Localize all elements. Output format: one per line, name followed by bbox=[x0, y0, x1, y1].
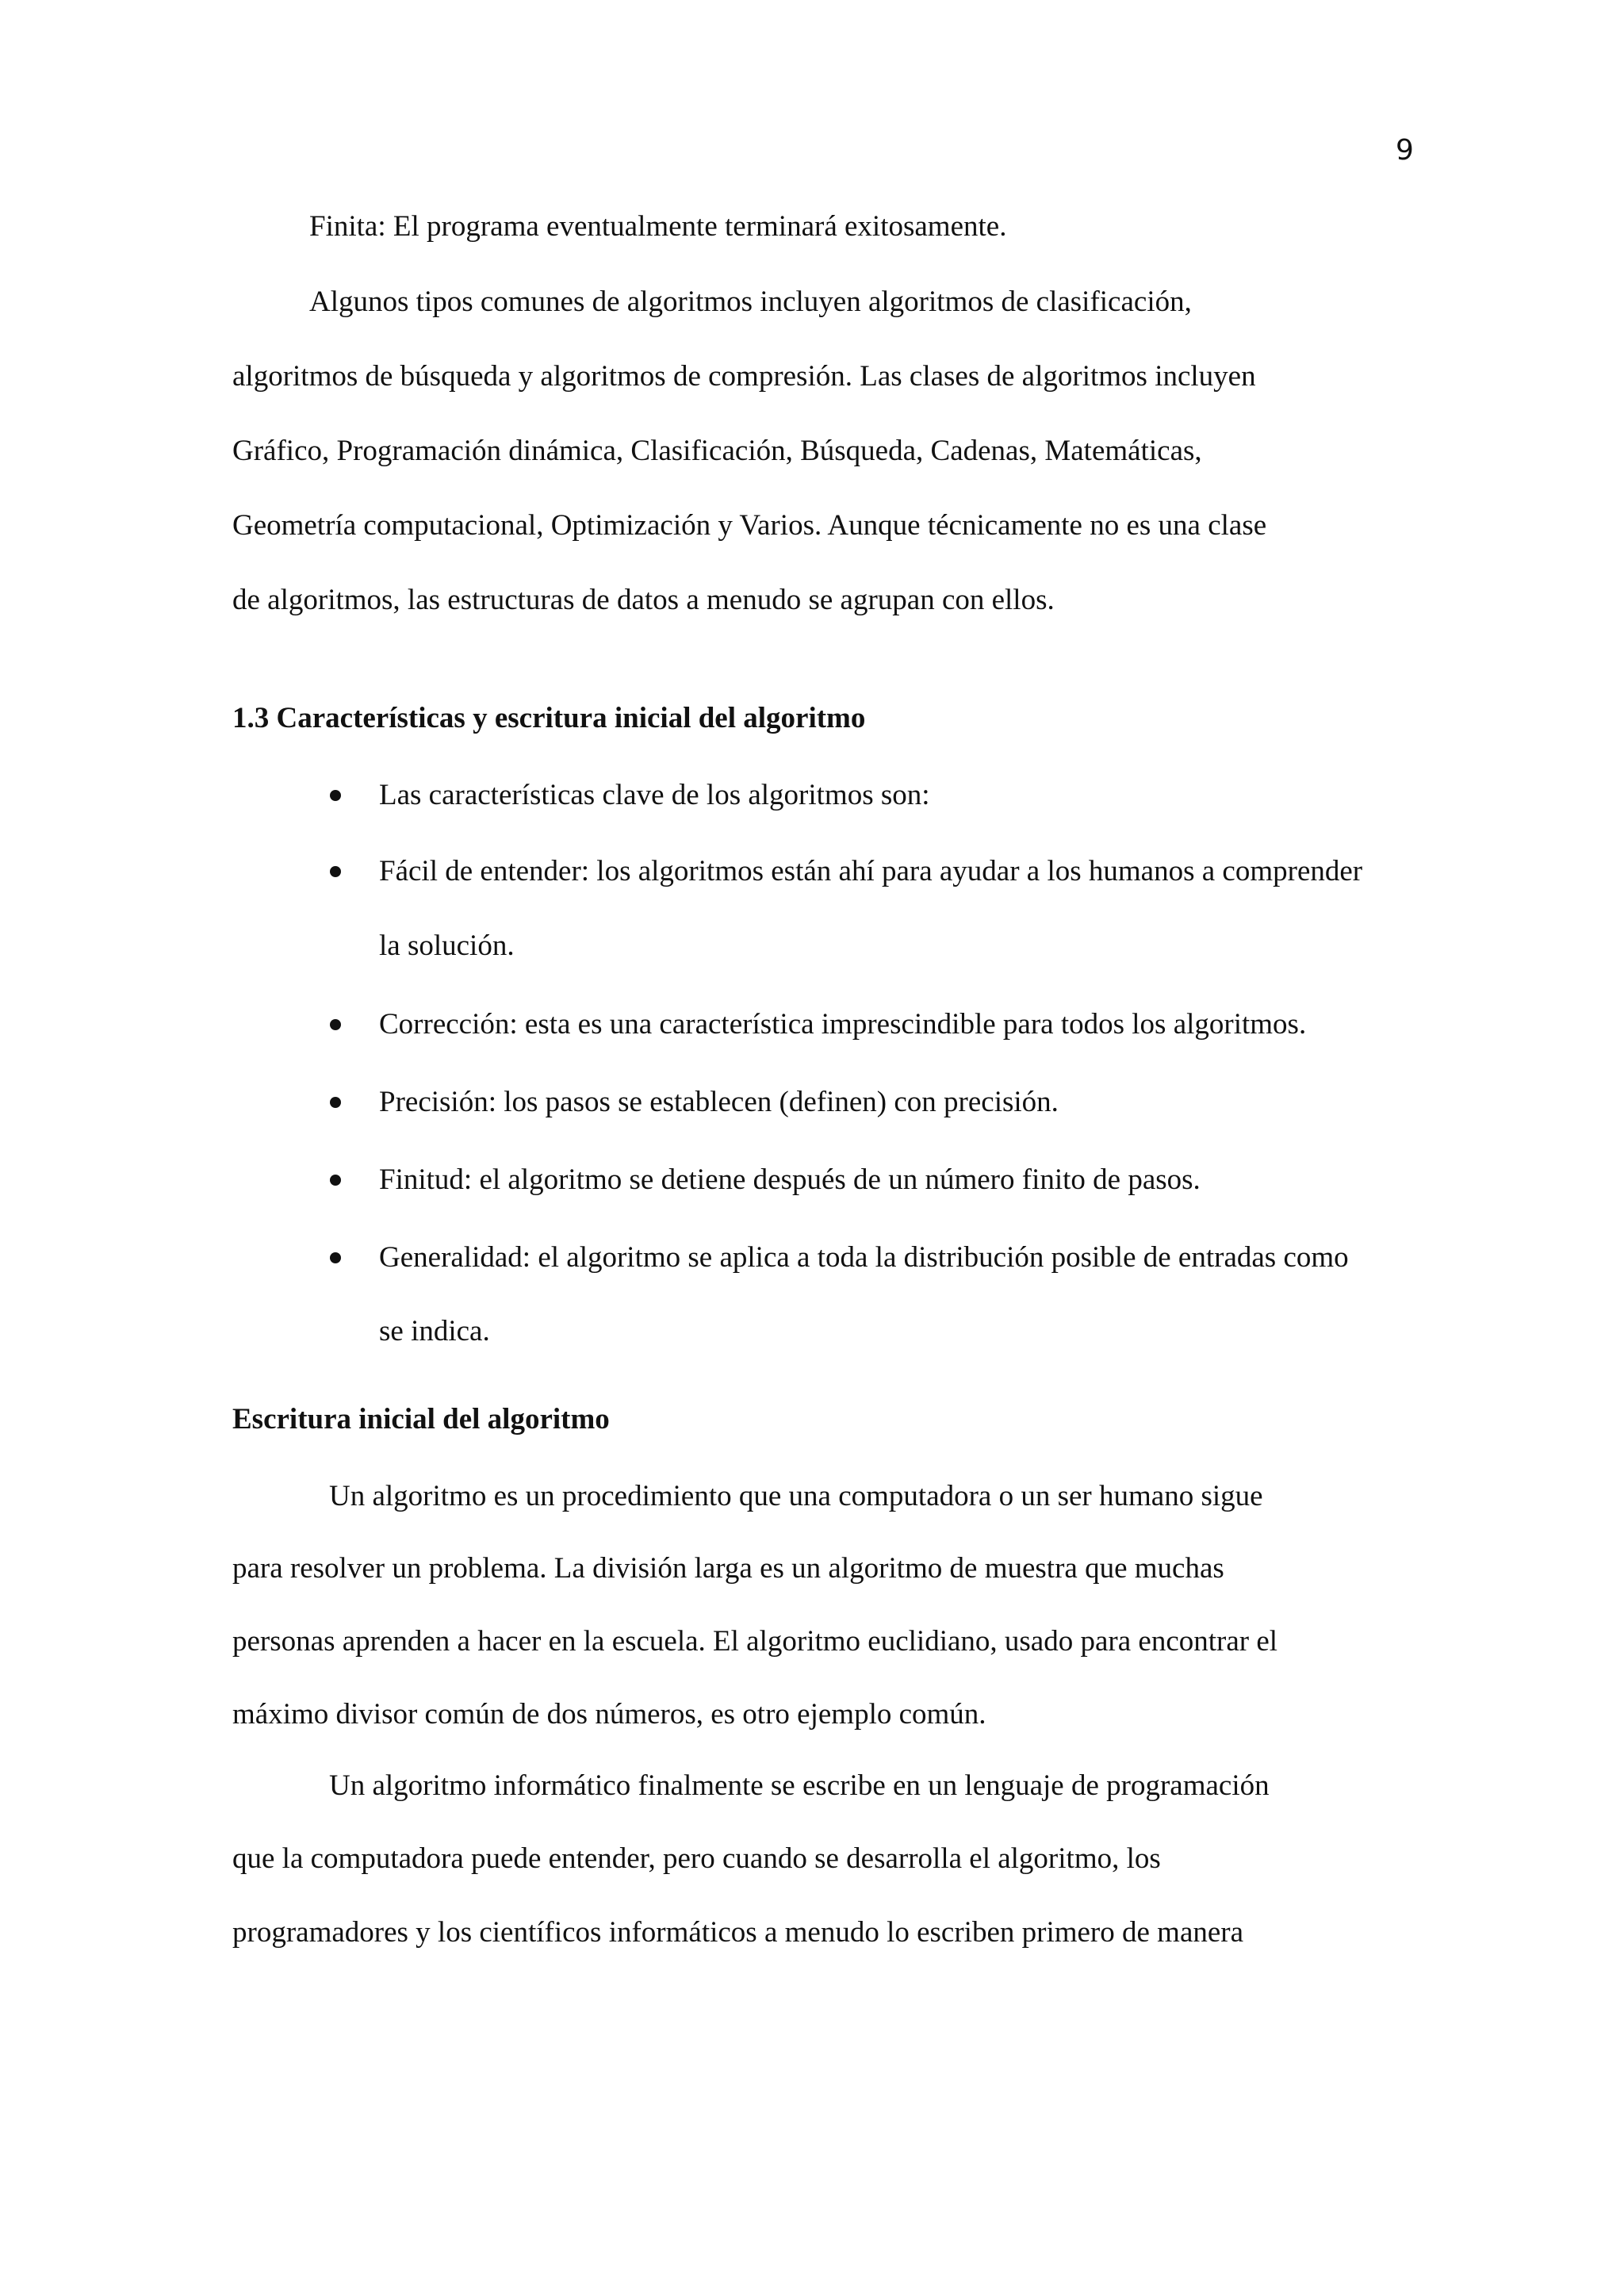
list-item-text: la solución. bbox=[379, 930, 515, 962]
section-heading: 1.3 Características y escritura inicial del algoritmo bbox=[232, 702, 866, 734]
page-number: 9 bbox=[1396, 134, 1414, 167]
subsection-heading: Escritura inicial del algoritmo bbox=[232, 1403, 610, 1435]
paragraph-line: Un algoritmo informático finalmente se escribe en un lenguaje de programación bbox=[329, 1769, 1270, 1802]
bullet-icon bbox=[330, 866, 341, 877]
paragraph-line: que la computadora puede entender, pero cuando se desarrolla el algoritmo, los bbox=[232, 1842, 1161, 1875]
bullet-icon bbox=[330, 790, 341, 801]
list-item-text: Las características clave de los algoritmos son: bbox=[379, 779, 930, 811]
bullet-icon bbox=[330, 1097, 341, 1108]
paragraph-line: Un algoritmo es un procedimiento que una computadora o un ser humano sigue bbox=[329, 1480, 1263, 1512]
list-item-text: Corrección: esta es una característica imprescindible para todos los algoritmos. bbox=[379, 1008, 1307, 1041]
bullet-icon bbox=[330, 1019, 341, 1030]
list-item-text: Fácil de entender: los algoritmos están ahí para ayudar a los humanos a comprender bbox=[379, 855, 1363, 887]
finita-line: Finita: El programa eventualmente terminará exitosamente. bbox=[309, 210, 1007, 243]
paragraph-line: máximo divisor común de dos números, es otro ejemplo común. bbox=[232, 1698, 986, 1731]
paragraph-line: para resolver un problema. La división larga es un algoritmo de muestra que muchas bbox=[232, 1552, 1224, 1585]
list-item-text: Generalidad: el algoritmo se aplica a toda la distribución posible de entradas como bbox=[379, 1241, 1349, 1274]
bullet-icon bbox=[330, 1252, 341, 1263]
paragraph-line: Geometría computacional, Optimización y Varios. Aunque técnicamente no es una clase bbox=[232, 509, 1267, 542]
paragraph-line: Algunos tipos comunes de algoritmos incluyen algoritmos de clasificación, bbox=[309, 286, 1192, 318]
list-item-text: se indica. bbox=[379, 1315, 490, 1347]
bullet-icon bbox=[330, 1175, 341, 1186]
paragraph-line: de algoritmos, las estructuras de datos a menudo se agrupan con ellos. bbox=[232, 584, 1055, 616]
paragraph-line: personas aprenden a hacer en la escuela. El algoritmo euclidiano, usado para encontrar el bbox=[232, 1625, 1278, 1658]
paragraph-line: Gráfico, Programación dinámica, Clasificación, Búsqueda, Cadenas, Matemáticas, bbox=[232, 435, 1202, 467]
list-item-text: Precisión: los pasos se establecen (definen) con precisión. bbox=[379, 1086, 1059, 1118]
paragraph-line: programadores y los científicos informáticos a menudo lo escriben primero de manera bbox=[232, 1916, 1244, 1949]
list-item-text: Finitud: el algoritmo se detiene después de un número finito de pasos. bbox=[379, 1163, 1201, 1196]
paragraph-line: algoritmos de búsqueda y algoritmos de compresión. Las clases de algoritmos incluyen bbox=[232, 360, 1256, 393]
